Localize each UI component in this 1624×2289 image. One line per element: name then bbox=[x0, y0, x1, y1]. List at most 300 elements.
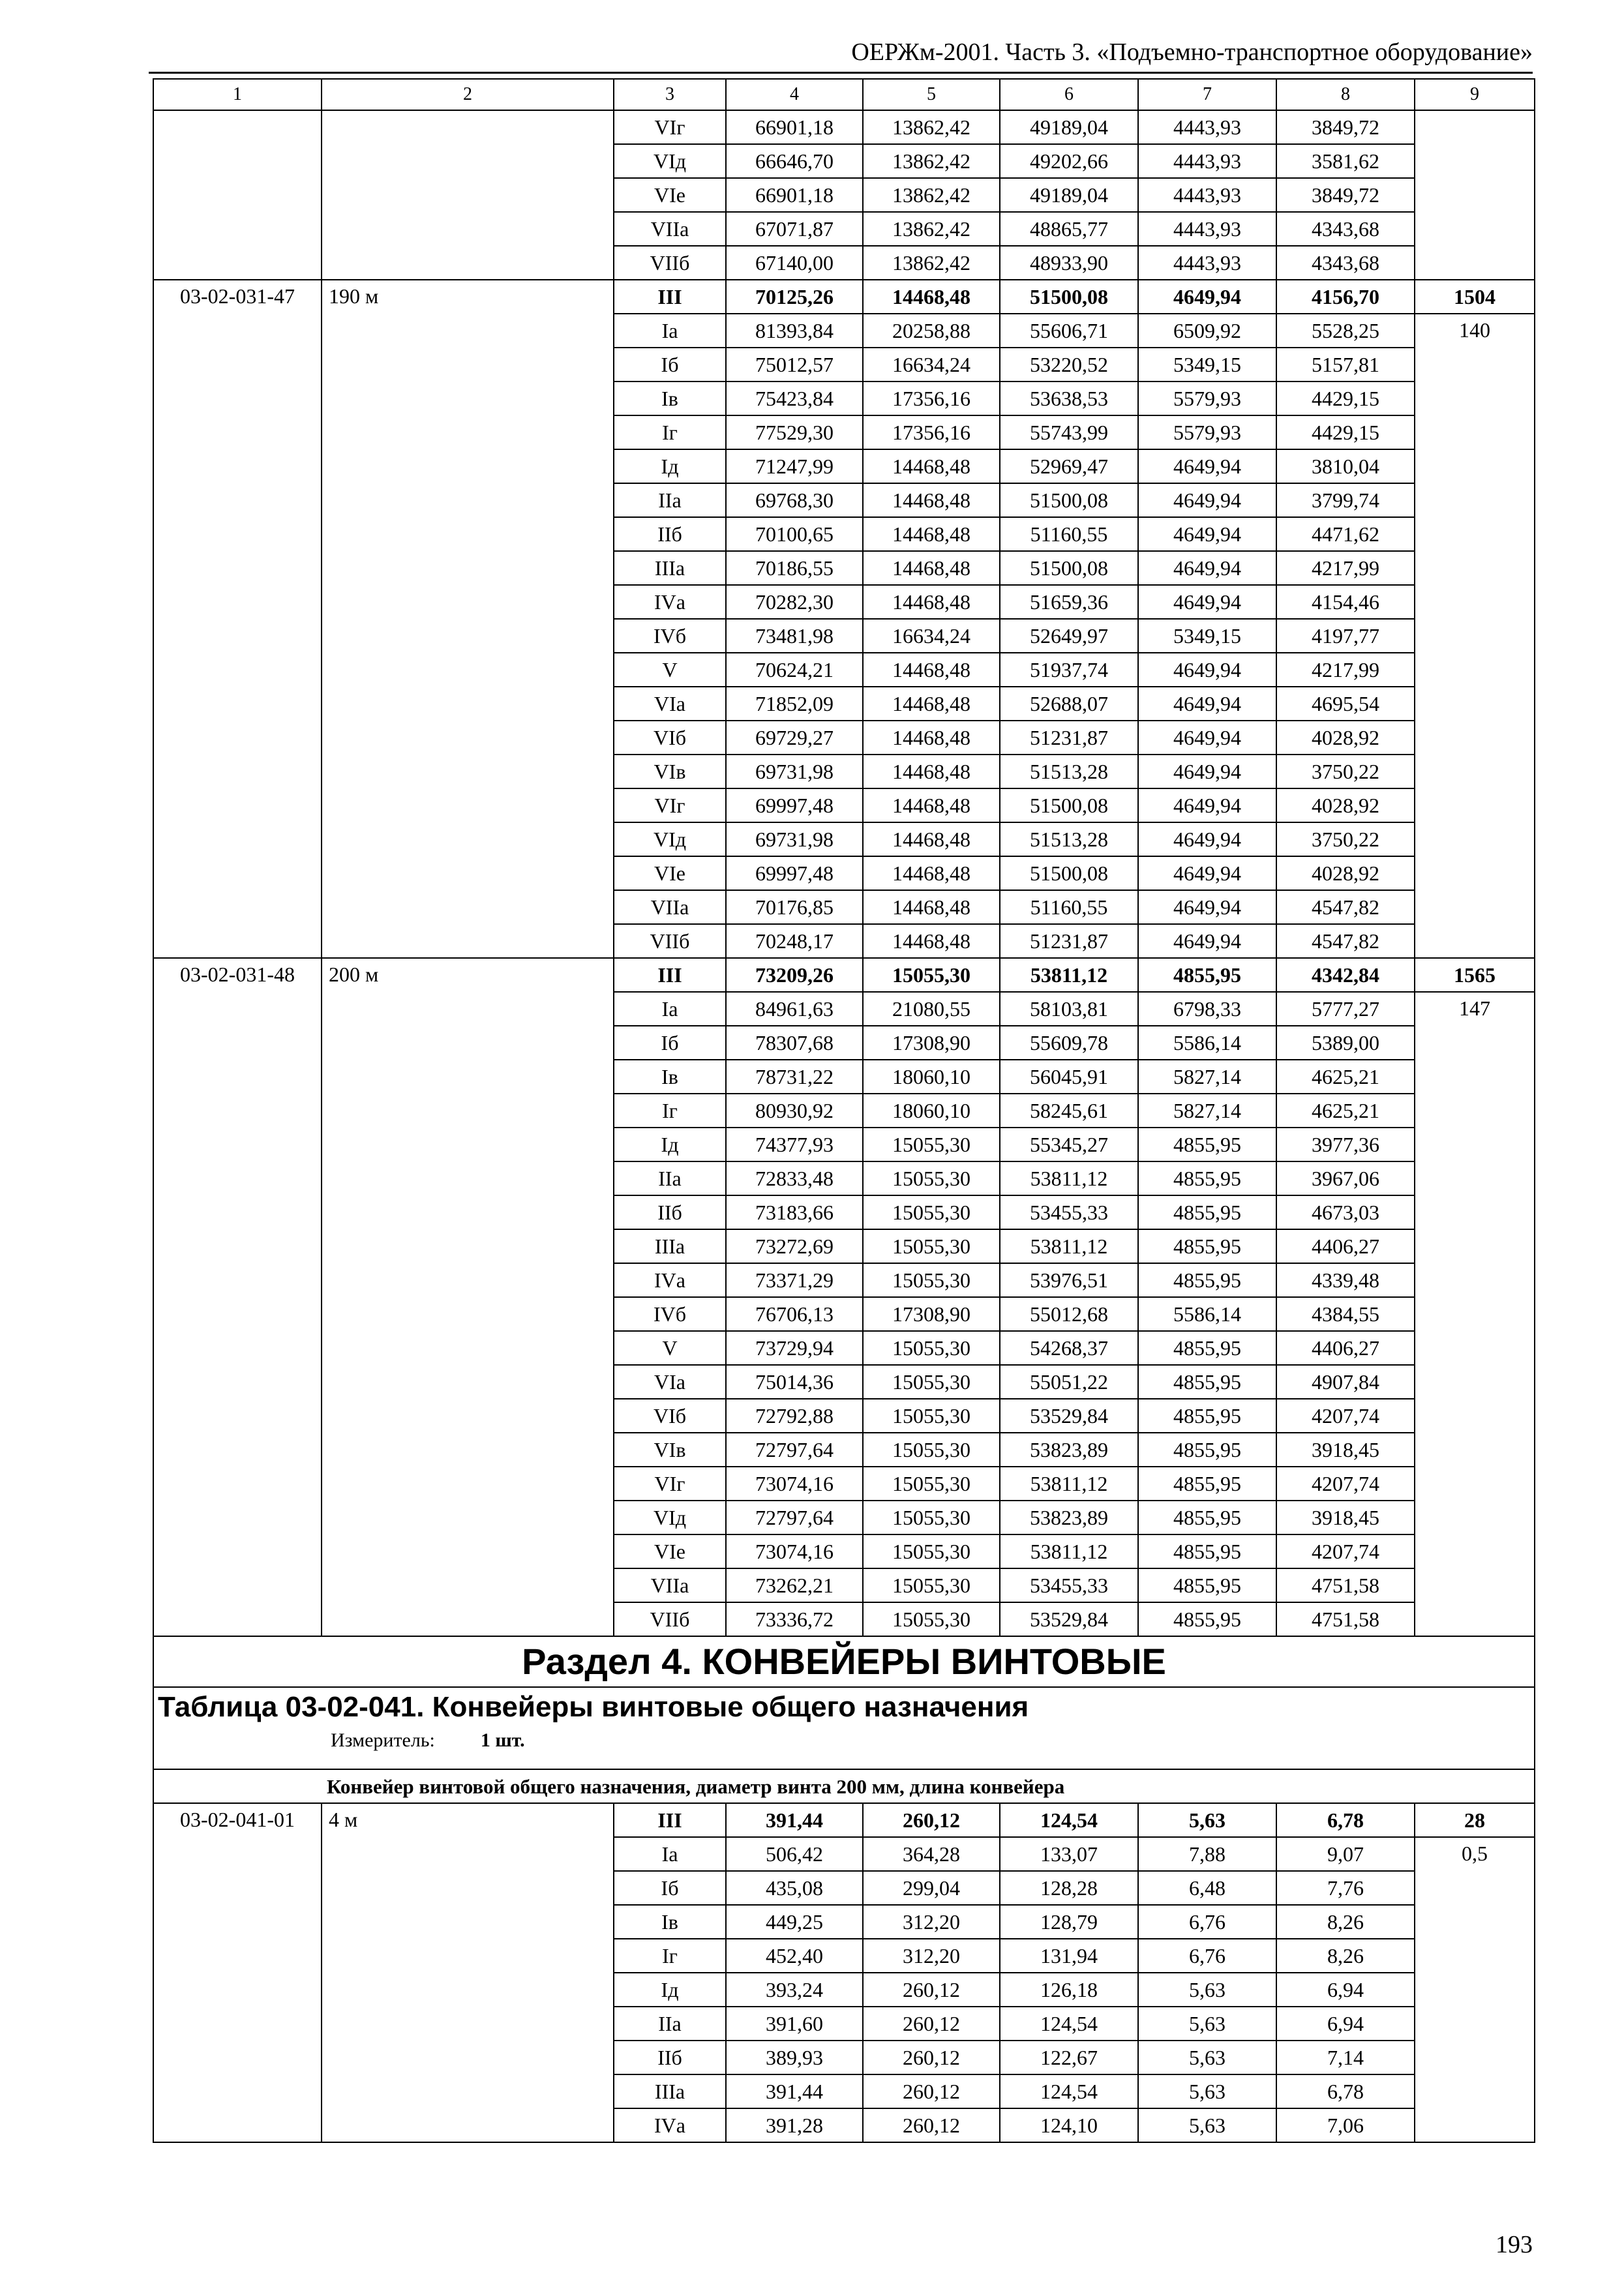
value-cell: 15055,30 bbox=[863, 958, 1000, 992]
value-cell: 20258,88 bbox=[863, 314, 1000, 348]
value-cell: 4649,94 bbox=[1138, 788, 1276, 822]
value-cell: 77529,30 bbox=[726, 415, 863, 449]
zone-cell: VIб bbox=[614, 1399, 726, 1433]
value-cell: 52969,47 bbox=[1000, 449, 1138, 483]
zone-cell: IIб bbox=[614, 2041, 726, 2074]
value-cell: 4156,70 bbox=[1276, 280, 1415, 314]
value-cell: 4207,74 bbox=[1276, 1534, 1415, 1568]
value-cell: 78307,68 bbox=[726, 1026, 863, 1060]
value-cell: 452,40 bbox=[726, 1939, 863, 1973]
value-cell: 6,78 bbox=[1276, 1803, 1415, 1837]
table-row bbox=[153, 1803, 1535, 1837]
rate-code: 03-02-031-47 bbox=[153, 280, 322, 958]
value-cell: 3918,45 bbox=[1276, 1433, 1415, 1467]
value-cell: 73336,72 bbox=[726, 1602, 863, 1636]
value-cell: 15055,30 bbox=[863, 1467, 1000, 1501]
value-cell: 3799,74 bbox=[1276, 483, 1415, 517]
value-cell: 53811,12 bbox=[1000, 958, 1138, 992]
value-cell: 75012,57 bbox=[726, 348, 863, 382]
value-cell: 17308,90 bbox=[863, 1297, 1000, 1331]
value-cell: 15055,30 bbox=[863, 1263, 1000, 1297]
value-cell: 124,54 bbox=[1000, 2074, 1138, 2108]
value-cell: 53455,33 bbox=[1000, 1195, 1138, 1229]
value-cell: 66901,18 bbox=[726, 110, 863, 144]
value-cell: 4625,21 bbox=[1276, 1094, 1415, 1128]
value-cell: 58103,81 bbox=[1000, 992, 1138, 1026]
value-cell: 14468,48 bbox=[863, 788, 1000, 822]
value-cell: 5586,14 bbox=[1138, 1026, 1276, 1060]
value-cell: 5,63 bbox=[1138, 1973, 1276, 2007]
value-cell: 122,67 bbox=[1000, 2041, 1138, 2074]
page-number: 193 bbox=[1496, 2231, 1533, 2258]
value-cell: 6,76 bbox=[1138, 1905, 1276, 1939]
value-cell: 4649,94 bbox=[1138, 924, 1276, 958]
value-cell: 124,54 bbox=[1000, 1803, 1138, 1837]
zone-cell: V bbox=[614, 653, 726, 687]
zone-cell: IIIа bbox=[614, 2074, 726, 2108]
zone-cell: IVб bbox=[614, 1297, 726, 1331]
zone-cell: Iд bbox=[614, 1973, 726, 2007]
value-cell: 4342,84 bbox=[1276, 958, 1415, 992]
value-cell: 393,24 bbox=[726, 1973, 863, 2007]
value-cell: 14468,48 bbox=[863, 449, 1000, 483]
value-cell: 5157,81 bbox=[1276, 348, 1415, 382]
value-cell: 72792,88 bbox=[726, 1399, 863, 1433]
value-cell: 76706,13 bbox=[726, 1297, 863, 1331]
zone-cell: Iв bbox=[614, 382, 726, 415]
value-cell: 14468,48 bbox=[863, 755, 1000, 788]
zone-cell: III bbox=[614, 280, 726, 314]
value-cell: 4625,21 bbox=[1276, 1060, 1415, 1094]
value-cell: 5349,15 bbox=[1138, 348, 1276, 382]
value-cell: 4207,74 bbox=[1276, 1399, 1415, 1433]
value-cell: 506,42 bbox=[726, 1837, 863, 1871]
value-cell: 5,63 bbox=[1138, 2041, 1276, 2074]
value-cell: 15055,30 bbox=[863, 1229, 1000, 1263]
value-cell: 4649,94 bbox=[1138, 280, 1276, 314]
zone-cell: VIе bbox=[614, 178, 726, 212]
value-cell: 4907,84 bbox=[1276, 1365, 1415, 1399]
value-cell: 55012,68 bbox=[1000, 1297, 1138, 1331]
value-cell: 66646,70 bbox=[726, 144, 863, 178]
zone-cell: Iа bbox=[614, 314, 726, 348]
value-cell: 4855,95 bbox=[1138, 1534, 1276, 1568]
value-cell: 131,94 bbox=[1000, 1939, 1138, 1973]
value-cell: 4429,15 bbox=[1276, 382, 1415, 415]
zone-cell: Iб bbox=[614, 1871, 726, 1905]
column-number: 1 bbox=[153, 79, 322, 110]
value-cell: 4443,93 bbox=[1138, 144, 1276, 178]
value-cell: 53976,51 bbox=[1000, 1263, 1138, 1297]
zone-cell: IIIа bbox=[614, 551, 726, 585]
value-cell: 73209,26 bbox=[726, 958, 863, 992]
value-cell: 8,26 bbox=[1276, 1939, 1415, 1973]
value-cell: 69731,98 bbox=[726, 755, 863, 788]
value-cell: 17356,16 bbox=[863, 382, 1000, 415]
value-cell: 4217,99 bbox=[1276, 551, 1415, 585]
value-cell: 56045,91 bbox=[1000, 1060, 1138, 1094]
zone-cell: VIIб bbox=[614, 924, 726, 958]
value-cell: 70100,65 bbox=[726, 517, 863, 551]
value-cell: 3849,72 bbox=[1276, 110, 1415, 144]
zone-cell: III bbox=[614, 1803, 726, 1837]
value-cell: 4855,95 bbox=[1138, 1501, 1276, 1534]
table-body bbox=[153, 79, 1535, 2142]
value-cell: 69997,48 bbox=[726, 856, 863, 890]
value-cell: 15055,30 bbox=[863, 1161, 1000, 1195]
value-cell: 15055,30 bbox=[863, 1501, 1000, 1534]
rates-table bbox=[153, 78, 1535, 2143]
value-cell: 364,28 bbox=[863, 1837, 1000, 1871]
value-cell: 4649,94 bbox=[1138, 822, 1276, 856]
value-cell: 4751,58 bbox=[1276, 1602, 1415, 1636]
column-number: 4 bbox=[726, 79, 863, 110]
value-cell: 71247,99 bbox=[726, 449, 863, 483]
zone-cell: VIIб bbox=[614, 1602, 726, 1636]
value-cell: 4028,92 bbox=[1276, 788, 1415, 822]
zone-cell: IIб bbox=[614, 1195, 726, 1229]
value-cell: 260,12 bbox=[863, 1803, 1000, 1837]
value-cell: 54268,37 bbox=[1000, 1331, 1138, 1365]
value-cell: 6,78 bbox=[1276, 2074, 1415, 2108]
value-cell: 7,06 bbox=[1276, 2108, 1415, 2142]
value-cell: 260,12 bbox=[863, 2041, 1000, 2074]
table-row bbox=[153, 280, 1535, 314]
value-cell: 73183,66 bbox=[726, 1195, 863, 1229]
rate-code: 03-02-031-48 bbox=[153, 958, 322, 1636]
group-title: Конвейер винтовой общего назначения, диаметр винта 200 мм, длина конвейера bbox=[153, 1769, 1535, 1803]
value-cell: 73481,98 bbox=[726, 619, 863, 653]
value-cell: 74377,93 bbox=[726, 1128, 863, 1161]
value-cell: 4855,95 bbox=[1138, 1331, 1276, 1365]
zone-cell: IVа bbox=[614, 585, 726, 619]
zone-cell: IVа bbox=[614, 1263, 726, 1297]
value-cell: 391,44 bbox=[726, 2074, 863, 2108]
value-cell: 391,44 bbox=[726, 1803, 863, 1837]
zone-cell: Iв bbox=[614, 1905, 726, 1939]
value-cell: 6,76 bbox=[1138, 1939, 1276, 1973]
value-cell: 4343,68 bbox=[1276, 212, 1415, 246]
zone-cell: IIа bbox=[614, 2007, 726, 2041]
zone-cell: VIв bbox=[614, 755, 726, 788]
rate-name: 190 м bbox=[322, 280, 614, 958]
table-caption-cell bbox=[153, 1687, 1535, 1769]
value-cell: 73272,69 bbox=[726, 1229, 863, 1263]
value-cell: 13862,42 bbox=[863, 110, 1000, 144]
value-cell: 55609,78 bbox=[1000, 1026, 1138, 1060]
value-cell: 75423,84 bbox=[726, 382, 863, 415]
value-cell: 14468,48 bbox=[863, 856, 1000, 890]
value-cell: 51500,08 bbox=[1000, 483, 1138, 517]
value-cell: 51231,87 bbox=[1000, 924, 1138, 958]
value-cell: 4339,48 bbox=[1276, 1263, 1415, 1297]
value-cell: 72797,64 bbox=[726, 1433, 863, 1467]
empty-column-9-cell bbox=[1415, 110, 1535, 280]
value-cell: 3581,62 bbox=[1276, 144, 1415, 178]
value-cell: 15055,30 bbox=[863, 1399, 1000, 1433]
value-cell: 73074,16 bbox=[726, 1467, 863, 1501]
rate-name: 200 м bbox=[322, 958, 614, 1636]
value-cell: 5579,93 bbox=[1138, 382, 1276, 415]
value-cell: 5579,93 bbox=[1138, 415, 1276, 449]
value-cell: 3810,04 bbox=[1276, 449, 1415, 483]
value-cell: 260,12 bbox=[863, 2007, 1000, 2041]
column-number: 3 bbox=[614, 79, 726, 110]
table-caption: Таблица 03-02-041. Конвейеры винтовые общего назначения bbox=[158, 1691, 1029, 1723]
value-cell: 49202,66 bbox=[1000, 144, 1138, 178]
zone-cell: VIв bbox=[614, 1433, 726, 1467]
value-cell: 4406,27 bbox=[1276, 1229, 1415, 1263]
value-cell: 3977,36 bbox=[1276, 1128, 1415, 1161]
value-cell: 72797,64 bbox=[726, 1501, 863, 1534]
column-9-value: 147 bbox=[1415, 992, 1535, 1636]
zone-cell: Iг bbox=[614, 415, 726, 449]
value-cell: 4649,94 bbox=[1138, 517, 1276, 551]
value-cell: 4028,92 bbox=[1276, 721, 1415, 755]
value-cell: 4855,95 bbox=[1138, 1161, 1276, 1195]
value-cell: 4649,94 bbox=[1138, 687, 1276, 721]
value-cell: 5586,14 bbox=[1138, 1297, 1276, 1331]
value-cell: 51160,55 bbox=[1000, 517, 1138, 551]
value-cell: 5,63 bbox=[1138, 2108, 1276, 2142]
value-cell: 3967,06 bbox=[1276, 1161, 1415, 1195]
zone-cell: VIIа bbox=[614, 890, 726, 924]
value-cell: 75014,36 bbox=[726, 1365, 863, 1399]
value-cell: 78731,22 bbox=[726, 1060, 863, 1094]
value-cell: 299,04 bbox=[863, 1871, 1000, 1905]
zone-cell: Iд bbox=[614, 1128, 726, 1161]
column-number: 6 bbox=[1000, 79, 1138, 110]
value-cell: 52649,97 bbox=[1000, 619, 1138, 653]
value-cell: 4695,54 bbox=[1276, 687, 1415, 721]
value-cell: 4855,95 bbox=[1138, 1128, 1276, 1161]
value-cell: 5777,27 bbox=[1276, 992, 1415, 1026]
value-cell: 4649,94 bbox=[1138, 890, 1276, 924]
zone-cell: VIг bbox=[614, 110, 726, 144]
value-cell: 73729,94 bbox=[726, 1331, 863, 1365]
value-cell: 51160,55 bbox=[1000, 890, 1138, 924]
value-cell: 17308,90 bbox=[863, 1026, 1000, 1060]
value-cell: 435,08 bbox=[726, 1871, 863, 1905]
value-cell: 81393,84 bbox=[726, 314, 863, 348]
value-cell: 51513,28 bbox=[1000, 822, 1138, 856]
table-row bbox=[153, 958, 1535, 992]
value-cell: 55051,22 bbox=[1000, 1365, 1138, 1399]
zone-cell: IIIа bbox=[614, 1229, 726, 1263]
zone-cell: IVб bbox=[614, 619, 726, 653]
value-cell: 4547,82 bbox=[1276, 890, 1415, 924]
value-cell: 17356,16 bbox=[863, 415, 1000, 449]
table-row bbox=[153, 110, 1535, 144]
value-cell: 13862,42 bbox=[863, 178, 1000, 212]
value-cell: 15055,30 bbox=[863, 1128, 1000, 1161]
zone-cell: VIе bbox=[614, 856, 726, 890]
value-cell: 14468,48 bbox=[863, 517, 1000, 551]
value-cell: 58245,61 bbox=[1000, 1094, 1138, 1128]
zone-cell: Iа bbox=[614, 992, 726, 1026]
value-cell: 4429,15 bbox=[1276, 415, 1415, 449]
value-cell: 4384,55 bbox=[1276, 1297, 1415, 1331]
zone-cell: VIе bbox=[614, 1534, 726, 1568]
value-cell: 48933,90 bbox=[1000, 246, 1138, 280]
value-cell: 69729,27 bbox=[726, 721, 863, 755]
value-cell: 391,60 bbox=[726, 2007, 863, 2041]
value-cell: 14468,48 bbox=[863, 924, 1000, 958]
value-cell: 84961,63 bbox=[726, 992, 863, 1026]
meter-value: 1 шт. bbox=[480, 1729, 525, 1751]
value-cell: 15055,30 bbox=[863, 1433, 1000, 1467]
value-cell: 4649,94 bbox=[1138, 856, 1276, 890]
value-cell: 53823,89 bbox=[1000, 1501, 1138, 1534]
value-cell: 70248,17 bbox=[726, 924, 863, 958]
value-cell: 66901,18 bbox=[726, 178, 863, 212]
value-cell: 260,12 bbox=[863, 1973, 1000, 2007]
value-cell: 8,26 bbox=[1276, 1905, 1415, 1939]
value-cell: 5528,25 bbox=[1276, 314, 1415, 348]
value-cell: 14468,48 bbox=[863, 687, 1000, 721]
zone-cell: VIа bbox=[614, 1365, 726, 1399]
zone-cell: VIд bbox=[614, 822, 726, 856]
value-cell: 4855,95 bbox=[1138, 1568, 1276, 1602]
value-cell: 13862,42 bbox=[863, 212, 1000, 246]
value-cell: 4855,95 bbox=[1138, 1229, 1276, 1263]
zone-cell: VIIа bbox=[614, 1568, 726, 1602]
zone-cell: VIг bbox=[614, 1467, 726, 1501]
value-cell: 55606,71 bbox=[1000, 314, 1138, 348]
value-cell: 14468,48 bbox=[863, 551, 1000, 585]
value-cell: 3750,22 bbox=[1276, 755, 1415, 788]
zone-cell: Iг bbox=[614, 1939, 726, 1973]
zone-cell: Iв bbox=[614, 1060, 726, 1094]
value-cell: 53823,89 bbox=[1000, 1433, 1138, 1467]
value-cell: 6798,33 bbox=[1138, 992, 1276, 1026]
value-cell: 391,28 bbox=[726, 2108, 863, 2142]
value-cell: 4443,93 bbox=[1138, 212, 1276, 246]
value-cell: 4751,58 bbox=[1276, 1568, 1415, 1602]
value-cell: 4649,94 bbox=[1138, 721, 1276, 755]
value-cell: 4406,27 bbox=[1276, 1331, 1415, 1365]
value-cell: 133,07 bbox=[1000, 1837, 1138, 1871]
value-cell: 14468,48 bbox=[863, 483, 1000, 517]
rate-name: 4 м bbox=[322, 1803, 614, 2142]
value-cell: 4649,94 bbox=[1138, 585, 1276, 619]
header-rule bbox=[149, 72, 1533, 74]
zone-cell: VIб bbox=[614, 721, 726, 755]
value-cell: 73074,16 bbox=[726, 1534, 863, 1568]
value-cell: 18060,10 bbox=[863, 1060, 1000, 1094]
value-cell: 53529,84 bbox=[1000, 1399, 1138, 1433]
value-cell: 69768,30 bbox=[726, 483, 863, 517]
value-cell: 55345,27 bbox=[1000, 1128, 1138, 1161]
zone-cell: V bbox=[614, 1331, 726, 1365]
value-cell: 15055,30 bbox=[863, 1365, 1000, 1399]
empty-code-cell bbox=[153, 110, 322, 280]
value-cell: 69731,98 bbox=[726, 822, 863, 856]
value-cell: 4855,95 bbox=[1138, 1263, 1276, 1297]
value-cell: 55743,99 bbox=[1000, 415, 1138, 449]
value-cell: 51500,08 bbox=[1000, 788, 1138, 822]
value-cell: 71852,09 bbox=[726, 687, 863, 721]
value-cell: 51500,08 bbox=[1000, 551, 1138, 585]
value-cell: 70125,26 bbox=[726, 280, 863, 314]
value-cell: 4443,93 bbox=[1138, 246, 1276, 280]
value-cell: 18060,10 bbox=[863, 1094, 1000, 1128]
value-cell: 9,07 bbox=[1276, 1837, 1415, 1871]
value-cell: 49189,04 bbox=[1000, 110, 1138, 144]
zone-cell: VIг bbox=[614, 788, 726, 822]
value-cell: 4855,95 bbox=[1138, 1467, 1276, 1501]
value-cell: 260,12 bbox=[863, 2074, 1000, 2108]
value-cell: 4217,99 bbox=[1276, 653, 1415, 687]
value-cell: 449,25 bbox=[726, 1905, 863, 1939]
zone-cell: VIа bbox=[614, 687, 726, 721]
value-cell: 53455,33 bbox=[1000, 1568, 1138, 1602]
value-cell: 128,28 bbox=[1000, 1871, 1138, 1905]
value-cell: 389,93 bbox=[726, 2041, 863, 2074]
value-cell: 4855,95 bbox=[1138, 1195, 1276, 1229]
column-number: 9 bbox=[1415, 79, 1535, 110]
value-cell: 6509,92 bbox=[1138, 314, 1276, 348]
value-cell: 4673,03 bbox=[1276, 1195, 1415, 1229]
value-cell: 4547,82 bbox=[1276, 924, 1415, 958]
value-cell: 4855,95 bbox=[1138, 958, 1276, 992]
value-cell: 4649,94 bbox=[1138, 449, 1276, 483]
value-cell: 70282,30 bbox=[726, 585, 863, 619]
value-cell: 128,79 bbox=[1000, 1905, 1138, 1939]
value-cell: 53638,53 bbox=[1000, 382, 1138, 415]
zone-cell: Iг bbox=[614, 1094, 726, 1128]
value-cell: 3849,72 bbox=[1276, 178, 1415, 212]
value-cell: 70186,55 bbox=[726, 551, 863, 585]
value-cell: 70176,85 bbox=[726, 890, 863, 924]
value-cell: 52688,07 bbox=[1000, 687, 1138, 721]
value-cell: 4855,95 bbox=[1138, 1433, 1276, 1467]
value-cell: 4154,46 bbox=[1276, 585, 1415, 619]
empty-name-cell bbox=[322, 110, 614, 280]
value-cell: 15055,30 bbox=[863, 1602, 1000, 1636]
value-cell: 4443,93 bbox=[1138, 178, 1276, 212]
section-row bbox=[153, 1636, 1535, 1687]
value-cell: 3918,45 bbox=[1276, 1501, 1415, 1534]
zone-cell: Iа bbox=[614, 1837, 726, 1871]
group-title-row bbox=[153, 1769, 1535, 1803]
value-cell: 4207,74 bbox=[1276, 1467, 1415, 1501]
zone-cell: Iд bbox=[614, 449, 726, 483]
value-cell: 73262,21 bbox=[726, 1568, 863, 1602]
meter-line bbox=[158, 1731, 1534, 1750]
value-cell: 80930,92 bbox=[726, 1094, 863, 1128]
column-9-value: 0,5 bbox=[1415, 1837, 1535, 2142]
value-cell: 4649,94 bbox=[1138, 551, 1276, 585]
value-cell: 14468,48 bbox=[863, 585, 1000, 619]
value-cell: 53811,12 bbox=[1000, 1161, 1138, 1195]
value-cell: 51500,08 bbox=[1000, 280, 1138, 314]
value-cell: 15055,30 bbox=[863, 1534, 1000, 1568]
column-number: 8 bbox=[1276, 79, 1415, 110]
value-cell: 16634,24 bbox=[863, 619, 1000, 653]
value-cell: 260,12 bbox=[863, 2108, 1000, 2142]
value-cell: 4855,95 bbox=[1138, 1399, 1276, 1433]
value-cell: 4197,77 bbox=[1276, 619, 1415, 653]
value-cell: 6,94 bbox=[1276, 2007, 1415, 2041]
zone-cell: IVа bbox=[614, 2108, 726, 2142]
value-cell: 49189,04 bbox=[1000, 178, 1138, 212]
value-cell: 4343,68 bbox=[1276, 246, 1415, 280]
value-cell: 53811,12 bbox=[1000, 1229, 1138, 1263]
value-cell: 3750,22 bbox=[1276, 822, 1415, 856]
value-cell: 15055,30 bbox=[863, 1568, 1000, 1602]
value-cell: 312,20 bbox=[863, 1905, 1000, 1939]
